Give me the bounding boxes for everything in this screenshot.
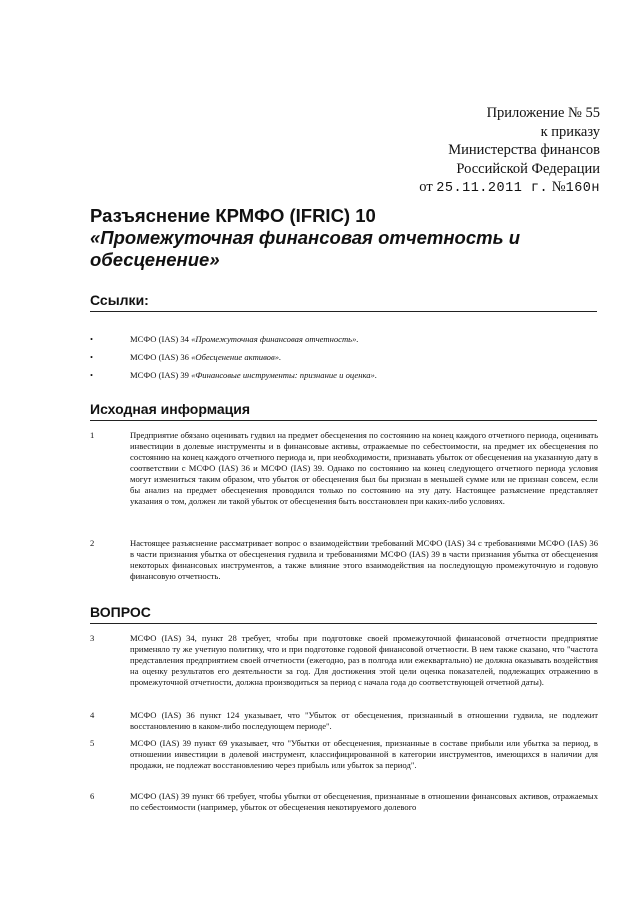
paragraph-text: Настоящее разъяснение рассматривает вопрос о взаимодействии требований МСФО (IAS) 34 с требованиями МСФО (IAS) 36 в части признания убытка от обесценения гудвила и требованиями МСФО (IAS) 39 в части признания убытка от обесценения некоторых финансовых инструментов, а также влияние этого взаимодействия на последующую промежуточную и годовую финансовую отчетность. [130,538,598,581]
ministry-name: Министерства финансов [448,142,600,158]
question-heading: ВОПРОС [90,604,151,620]
bullet-icon: • [90,370,94,380]
reference-title: «Обесценение активов». [191,352,282,362]
question-divider [90,623,597,624]
paragraph-number: 2 [90,538,95,548]
order-caption: к приказу [540,123,600,140]
appendix-number: Приложение № 55 [486,105,600,121]
reference-standard: МСФО (IAS) 36 [130,352,189,362]
reference-standard: МСФО (IAS) 39 [130,370,189,380]
paragraph-5 [90,738,598,771]
background-divider [90,420,597,421]
number-prefix: № [551,179,566,195]
paragraph-text: МСФО (IAS) 36 пункт 124 указывает, что "Убыток от обесценения, признанный в отношении гудвила, не подлежит восстановлению в каком-либо последующем периоде". [130,710,598,731]
date-prefix: от [419,179,433,195]
paragraph-3 [90,633,598,688]
paragraph-2 [90,538,598,582]
paragraph-number: 6 [90,791,95,801]
reference-standard: МСФО (IAS) 34 [130,334,189,344]
references-divider [90,311,597,312]
reference-item [90,370,600,388]
paragraph-number: 1 [90,430,95,440]
document-title [90,205,560,271]
order-reference-block [419,104,600,199]
reference-title: «Промежуточная финансовая отчетность». [191,334,359,344]
paragraph-text: МСФО (IAS) 39 пункт 69 указывает, что "Убытки от обесценения, признанные в составе прибыли или убытка за период, в отношении инвестиции в долевой инструмент, классифицированной в категории инструментов, имеющихся в наличии для продажи, не подлежат восстановлению через прибыль или убыток за период". [130,738,598,770]
paragraph-text: МСФО (IAS) 39 пункт 66 требует, чтобы убытки от обесценения, признанные в отношении финансовых активов, отражаемых по себестоимости (например, убыток от обесценения некотируемого долевого [130,791,598,812]
background-heading: Исходная информация [90,401,251,417]
paragraph-text: Предприятие обязано оценивать гудвил на предмет обесценения по состоянию на конец каждого отчетного периода, оценивать инвестиции в долевые инструменты и в финансовые активы, отражаемые по себестоимости, на предмет их обесценения по состоянию на конец каждого отчетного периода и, при необходимости, признавать убыток от обесценения на указанную дату в соответствии с МСФО (IAS) 36 и МСФО (IAS) 39. Однако по состоянию на конец следующего отчетного периода условия могут измениться таким образом, что убыток от обесценения был бы признан в меньшей сумме или не признан совсем, если бы анализ на предмет обесценения проводился только по состоянию на эту дату. Настоящее разъяснение представляет указания о том, должен ли такой убыток от обесценения быть восстановлен при каких-либо условиях. [130,430,598,506]
reference-item [90,334,600,352]
paragraph-text: МСФО (IAS) 34, пункт 28 требует, чтобы при подготовке своей промежуточной финансовой отчетности предприятие применяло ту же учетную политику, что и при подготовке годовой финансовой отчетности. В нем также сказано, что "частота представления предприятием своей отчетности (ежегодно, раз в полгода или ежеквартально) не должна оказывать воздействия на оценку результатов его деятельности за год. Для достижения этой цели оценка показателей, подлежащих отражению в промежуточной отчетности, должна производиться за период с начала года до соответствующей отчетной даты). [130,633,598,687]
reference-item [90,352,600,370]
order-date-line [419,178,600,199]
title-line-1: Разъяснение КРМФО (IFRIC) 10 [90,205,376,226]
paragraph-number: 5 [90,738,95,748]
country-name: Российской Федерации [456,160,600,177]
order-date: 25.11.2011 г. [436,181,549,196]
paragraph-4 [90,710,598,732]
paragraph-number: 4 [90,710,95,720]
order-number: 160н [565,181,600,196]
bullet-icon: • [90,352,94,362]
references-heading: Ссылки: [90,292,149,308]
reference-title: «Финансовые инструменты: признание и оценка». [191,370,378,380]
references-list [90,334,600,388]
title-line-2: «Промежуточная финансовая отчетность и обесценение» [90,227,520,270]
paragraph-number: 3 [90,633,95,643]
paragraph-6 [90,791,598,813]
bullet-icon: • [90,334,94,344]
paragraph-1 [90,430,598,507]
